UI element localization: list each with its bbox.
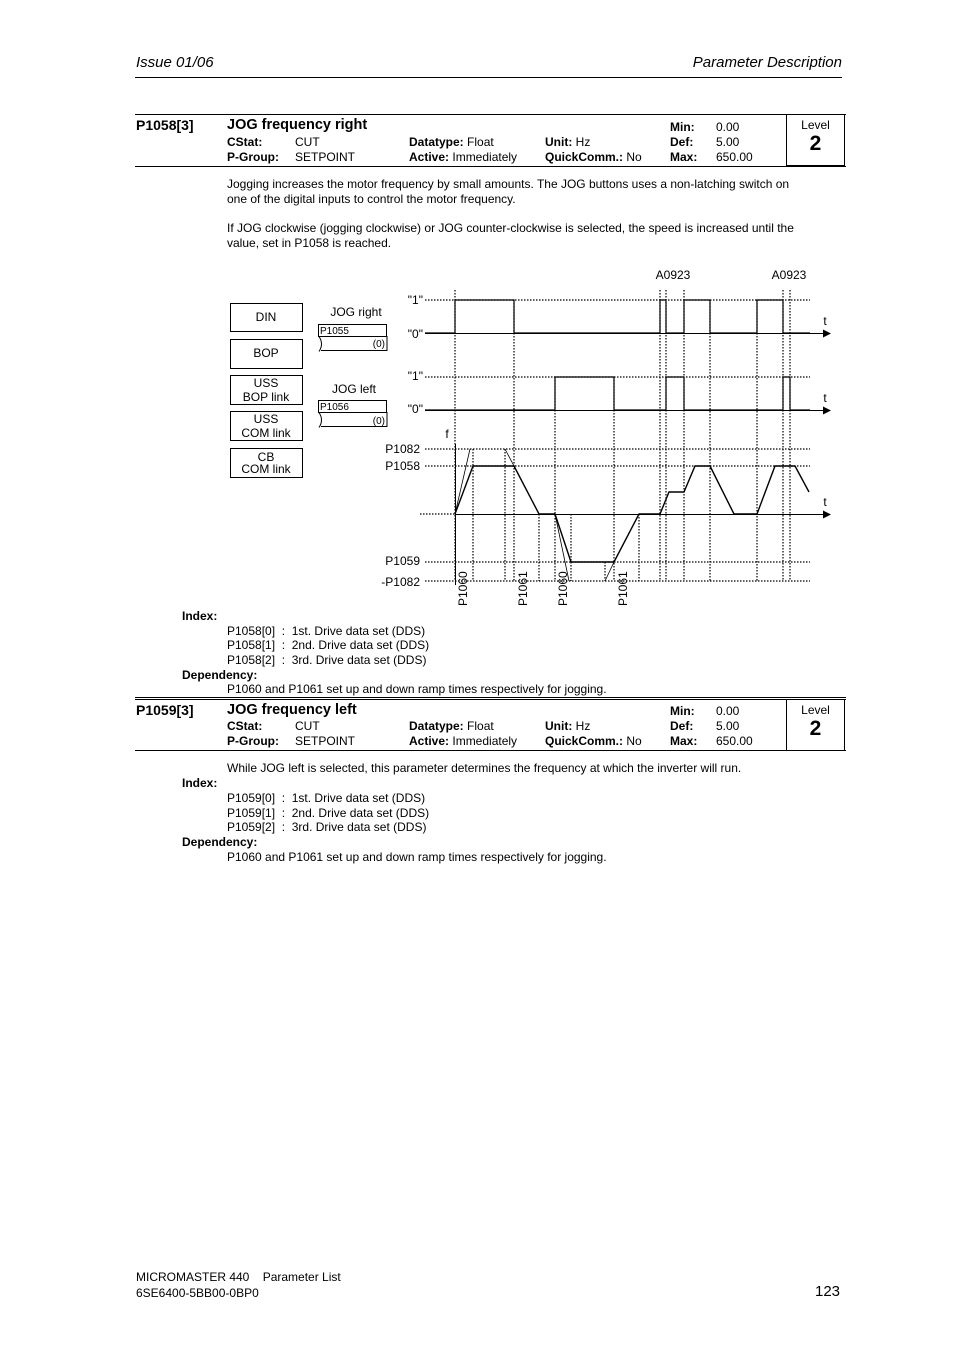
jog-right-label: JOG right (330, 305, 382, 319)
def-value: 5.00 (716, 719, 740, 733)
datatype-value: Float (467, 135, 494, 149)
active (409, 734, 517, 749)
index-desc: 1st. Drive data set (DDS) (291, 624, 426, 638)
index-param: P1059[0] (227, 791, 276, 805)
p1059-index-label: Index: (182, 776, 218, 790)
active-label: Active: (409, 150, 450, 164)
quickcomm-value: No (626, 734, 642, 748)
p1058-level-label: P1058 (385, 459, 420, 473)
ramp-ref-neg-p1082-up (605, 562, 614, 581)
index-param: P1059[1] (227, 806, 276, 820)
pgroup-value: SETPOINT (295, 734, 356, 748)
index-desc: 3rd. Drive data set (DDS) (291, 820, 427, 834)
footer-order-number: 6SE6400-5BB00-0BP0 (136, 1286, 259, 1300)
index-row (227, 820, 426, 835)
p1059-top-rule (135, 697, 846, 700)
freq-axis-label: f (445, 427, 449, 441)
index-row (227, 653, 426, 668)
index-row (227, 806, 429, 821)
index-sep: : (281, 820, 286, 834)
source-label-din: DIN (255, 310, 277, 324)
jog-left-high-label: "1" (407, 369, 423, 383)
max-label: Max: (670, 734, 698, 748)
pgroup-value: SETPOINT (295, 150, 356, 164)
p1059-title: JOG frequency left (227, 702, 357, 718)
unit-label: Unit: (545, 719, 573, 733)
p1059-level-box (786, 700, 845, 751)
index-sep: : (281, 624, 286, 638)
p1056-default: (0) (372, 416, 385, 427)
index-param: P1058[2] (227, 653, 276, 667)
index-desc: 2nd. Drive data set (DDS) (291, 638, 430, 652)
header-issue: Issue 01/06 (136, 54, 214, 71)
def-label: Def: (670, 719, 694, 733)
p1082-level-label: P1082 (385, 442, 420, 456)
p1055-default: (0) (372, 339, 385, 350)
cstat-label: CStat: (227, 719, 263, 733)
pgroup-label: P-Group: (227, 734, 279, 748)
alarm-a0923-1: A0923 (655, 268, 691, 282)
index-sep: : (281, 638, 286, 652)
active-label: Active: (409, 734, 450, 748)
active-value: Immediately (452, 734, 518, 748)
level-label: Level (801, 703, 830, 717)
jog-left-signal (425, 377, 810, 410)
min-label: Min: (670, 120, 695, 134)
neg-p1082-level-label: -P1082 (381, 575, 420, 589)
header-section-title: Parameter Description (692, 54, 842, 71)
source-label-cb-com: CB COM link (241, 450, 291, 476)
index-param: P1058[1] (227, 638, 276, 652)
datatype-value: Float (467, 719, 494, 733)
time-label-left: t (823, 391, 827, 405)
jog-right-low-label: "0" (407, 327, 423, 341)
desc-line: Jogging increases the motor frequency by small amounts. The JOG buttons uses a non-latching switch on (227, 177, 790, 191)
def-label: Def: (670, 135, 694, 149)
level-value: 2 (809, 132, 822, 155)
unit-value: Hz (575, 719, 591, 733)
min-value: 0.00 (716, 704, 740, 718)
source-label-uss-bop: USS BOP link (242, 376, 290, 404)
desc-line: value, set in P1058 is reached. (227, 236, 392, 250)
footer-product (136, 1270, 341, 1285)
quickcomm-value: No (626, 150, 642, 164)
jog-left-label: JOG left (331, 382, 377, 396)
p1059-dependency-label: Dependency: (182, 835, 258, 849)
ramp-label-p1061-1: P1061 (516, 571, 530, 606)
level-label: Level (801, 118, 830, 132)
ramp-label-p1060-2: P1060 (556, 571, 570, 606)
p1058-dependency-label: Dependency: (182, 668, 258, 682)
cstat-value: CUT (295, 719, 320, 733)
max-value: 650.00 (716, 734, 753, 748)
p1059-description: While JOG left is selected, this parameter determines the frequency at which the inverter will run. (227, 761, 742, 775)
level-value: 2 (809, 717, 822, 740)
min-value: 0.00 (716, 120, 740, 134)
index-row (227, 624, 425, 639)
ramp-ref-p1082-down (505, 449, 514, 466)
alarm-a0923-2: A0923 (771, 268, 807, 282)
p1059-id: P1059[3] (136, 702, 194, 718)
datatype (409, 719, 494, 734)
quickcomm-label: QuickComm.: (545, 150, 624, 164)
jog-left-low-label: "0" (407, 402, 423, 416)
p1055-label: P1055 (320, 326, 349, 337)
p1058-dependency-text: P1060 and P1061 set up and down ramp times respectively for jogging. (227, 682, 607, 696)
p1058-index-label: Index: (182, 609, 218, 623)
unit-value: Hz (575, 135, 591, 149)
desc-line: one of the digital inputs to control the motor frequency. (227, 192, 516, 206)
p1059-dependency-text: P1060 and P1061 set up and down ramp times respectively for jogging. (227, 850, 607, 864)
cstat-label: CStat: (227, 135, 263, 149)
index-sep: : (281, 791, 286, 805)
source-label-bop: BOP (253, 346, 279, 360)
unit-label: Unit: (545, 135, 573, 149)
index-sep: : (281, 806, 286, 820)
datatype-label: Datatype: (409, 719, 464, 733)
jog-right-signal (425, 300, 810, 333)
p1056-label: P1056 (320, 402, 349, 413)
page-number: 123 (815, 1283, 841, 1300)
pgroup-label: P-Group: (227, 150, 279, 164)
quickcomm-label: QuickComm.: (545, 734, 624, 748)
max-label: Max: (670, 150, 698, 164)
index-desc: 1st. Drive data set (DDS) (291, 791, 426, 805)
footer-product-name: MICROMASTER 440 (136, 1270, 250, 1284)
index-param: P1059[2] (227, 820, 276, 834)
desc-line: If JOG clockwise (jogging clockwise) or JOG counter-clockwise is selected, the speed is increased until the (227, 221, 794, 235)
cstat-value: CUT (295, 135, 320, 149)
active-value: Immediately (452, 150, 518, 164)
quickcomm (545, 734, 642, 749)
ramp-label-p1061-2: P1061 (616, 571, 630, 606)
datatype-label: Datatype: (409, 135, 464, 149)
source-label-uss-com: USS COM link (241, 412, 291, 440)
index-row (227, 791, 425, 806)
p1058-id: P1058[3] (136, 117, 194, 133)
index-sep: : (281, 653, 286, 667)
p1059-box-bottom (135, 750, 846, 751)
jog-right-high-label: "1" (407, 293, 423, 307)
unit (545, 719, 590, 734)
ramp-label-p1060-1: P1060 (456, 571, 470, 606)
time-label-right: t (823, 314, 827, 328)
max-value: 650.00 (716, 150, 753, 164)
time-label-freq: t (823, 495, 827, 509)
index-row (227, 638, 429, 653)
index-param: P1058[0] (227, 624, 276, 638)
p1058-title: JOG frequency right (227, 117, 368, 133)
min-label: Min: (670, 704, 695, 718)
def-value: 5.00 (716, 135, 740, 149)
index-desc: 3rd. Drive data set (DDS) (291, 653, 427, 667)
p1059-level-label: P1059 (385, 554, 420, 568)
footer-doc-title: Parameter List (262, 1270, 341, 1284)
index-desc: 2nd. Drive data set (DDS) (291, 806, 430, 820)
